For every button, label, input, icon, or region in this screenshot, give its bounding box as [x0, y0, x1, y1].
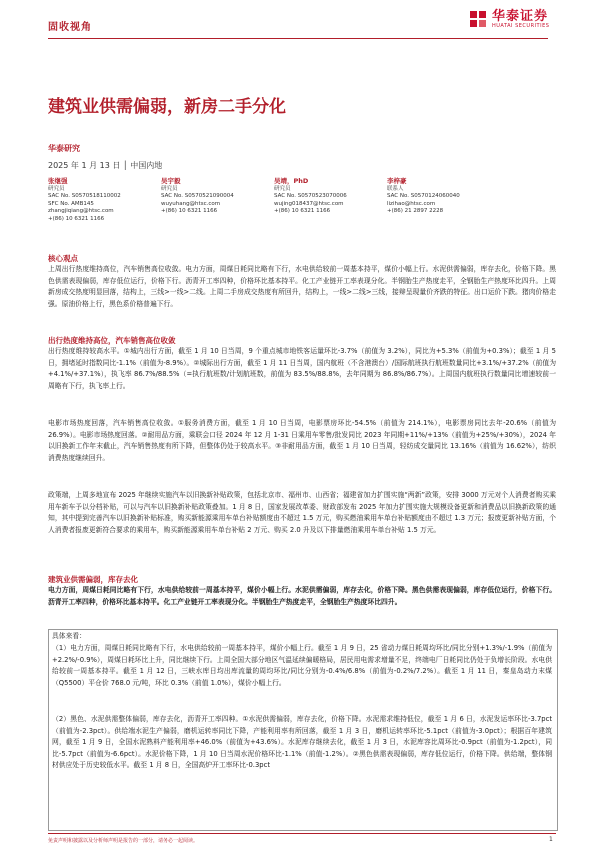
author-sfc: SFC No. AMB145: [48, 200, 94, 207]
policy-paragraph: 政策端，上周多地宣布 2025 年继续实施汽车以旧换新补贴政策，包括北京市、福州市、山西省；福建省加力扩围实施“两新”政策，安排 3000 万元对个人消费者购买乘用车新车予以分档补贴，可以与汽车以旧换新补贴政策叠加。1 月 8 日，国家发展改革委、财政部发布 2025 年加力扩围实施大规模设备更新和消费品以旧换新政策的通知，其中提到完善汽车以旧换新补贴标准，购买新能源乘用车单台补贴额度由不超过 1.5 万元，购买燃油乘用车单台补贴额度由不超过 1.3 万元；报废更新补贴方面，个人消费者报废更新符合要求的乘用车，购买新能源乘用车单台补贴 2 万元、购买 2.0 升及以下排量燃油乘用车单台补贴 1.5 万元。: [48, 491, 556, 534]
author-phone: +(86) 10 6321 1166: [48, 215, 105, 222]
footer-disclaimer: 免责声明和披露以及分析师声明是报告的一部分，请务必一起阅读。: [48, 838, 199, 844]
author-role: 研究员: [274, 185, 291, 192]
huatai-logo: [470, 10, 549, 29]
author-card: [387, 178, 500, 223]
author-email[interactable]: wujing018437@htsc.com: [274, 200, 344, 207]
author-name: 张继强: [48, 177, 68, 185]
research-source: 华泰研究: [48, 144, 80, 153]
travel-paragraph: 出行热度维持较高水平。①城内出行方面，截至 1 月 10 日当周，9 个重点城市地铁客运量环比-3.7%（前值为 3.2%），同比为+5.3%（前值为+0.3%）；截至 1 月 5 日，拥堵延时指数同比-1.1%（前值为-8.9%）。②城际出行方面，截至 1 月 11 日当周，国内航班（不含港澳台）/国际航班执行航班数量同比+3.1%/+37.2%（前值为+4.1%/+37.1%），执飞率 86.7%/88.5%（=执行航班数/计划航班数，前值为 83.5%/88.8%，去年同期为 86.8%/86.7%）。上周国内航班执行数量同比增速较前一周略有下行，执飞率上行。: [48, 347, 556, 390]
author-email[interactable]: wuyuhang@htsc.com: [161, 200, 221, 207]
author-card: [274, 178, 387, 223]
author-email[interactable]: zhangjiqiang@htsc.com: [48, 208, 114, 214]
author-email[interactable]: lizihao@htsc.com: [387, 200, 436, 207]
author-sac: SAC No. S0570523070006: [274, 193, 347, 199]
consumption-paragraph: 电影市场热度回落，汽车销售高位收敛。①服务消费方面，截至 1 月 10 日当周，电影票房环比-54.5%（前值为 214.1%），电影票房同比去年-20.6%（前值为 26.9%）。电影市场热度回落。②耐用品方面，乘联会口径 2024 年 12 月 1-31 日乘用车零售/批发同比 2023 年同期+11%/+13%（前值为+25%/+30%），2024 年以旧换新工作年末截止，汽车销售热度有所下降，但整体仍处于较高水平。③非耐用品方面，截至 1 月 10 日当周，轻纺成交量同比 13.16%（前值为 16.62%），纺织消费热度继续回升。: [48, 419, 556, 462]
author-role: 研究员: [48, 185, 65, 192]
author-list: [48, 178, 568, 223]
author-card: [161, 178, 274, 223]
header-divider: [48, 38, 548, 39]
logo-main-text: 华泰证券: [492, 9, 549, 24]
author-phone: +(86) 21 2897 2228: [387, 208, 444, 214]
detail-intro: 具体来看：: [52, 632, 86, 640]
section-heading-travel: 出行热度维持高位，汽车销售高位收敛: [48, 336, 176, 345]
author-name: 吴靖，PhD: [274, 177, 309, 185]
page-number: 1: [549, 836, 553, 843]
author-sac: SAC No. S0570518110002: [48, 193, 121, 199]
report-category-label: 固收视角: [48, 22, 92, 33]
section-heading-core: 核心观点: [48, 254, 78, 263]
author-role: 研究员: [161, 185, 178, 192]
footer-divider: [48, 833, 556, 834]
report-date: 2025 年 1 月 13 日 │ 中国内地: [48, 161, 163, 170]
author-name: 李梓豪: [387, 177, 407, 185]
author-sac: SAC No. S0570124060040: [387, 193, 460, 199]
electricity-detail: （1）电力方面，周煤日耗同比略有下行，水电供给较前一周基本持平，煤价小幅上行。截至 1 月 9 日，25 省动力煤日耗周均环比/同比分别+1.3%/-1.9%（前值为+2.2%/-0.9%），周煤日耗环比上升，同比继续下行。上周全国大部分地区气温延续偏暖格局，居民用电需求增量不足，终端电厂日耗同比仍处于负增长阶段。水电供给较前一周基本持平。截至 1 月 12 日，三峡水库日均出库流量的周均环比/同比分别为-0.4%/6.8%（前值为-0.2%/7.2%）。截至 1 月 11 日，秦皇岛动力末煤（Q5500）平仓价 768.0 元/吨，环比 0.3%（前值 1.0%），煤价小幅上行。: [52, 644, 552, 687]
section-heading-construction: 建筑业供需偏弱，库存去化: [48, 575, 138, 584]
author-phone: +(86) 10 6321 1166: [161, 208, 218, 214]
author-card: [48, 178, 161, 223]
author-sac: SAC No. S0570521090004: [161, 193, 234, 199]
author-phone: +(86) 10 6321 1166: [274, 208, 331, 214]
author-role: 联系人: [387, 185, 404, 192]
report-title: 建筑业供需偏弱，新房二手分化: [48, 97, 286, 117]
author-name: 吴宇毅: [161, 177, 181, 185]
logo-sub-text: HUATAI SECURITIES: [492, 23, 550, 29]
construction-summary: 电力方面，周煤日耗同比略有下行，水电供给较前一周基本持平，煤价小幅上行。水泥供需偏弱，库存去化，价格下降。黑色供需表现偏弱，库存低位运行，价格下行。沥青开工率四种，价格环比基本持平。化工产业链开工率表现分化。半钢胎生产热度走平，全钢胎生产热度环比四升。: [48, 586, 556, 606]
core-view-paragraph: 上周出行热度维持高位，汽车销售高位收敛。电力方面，周煤日耗同比略有下行，水电供给较前一周基本持平，煤价小幅上行。水泥供需偏弱，库存去化，价格下降。黑色供需表现偏弱，库存低位运行，价格下行。沥青开工率四种，价格环比基本持平。化工产业链开工率表现分化。半钢胎生产热度走平，全钢胎生产热度环比四升。上周新房成交热度明显回落，结构上，三线>一线>二线。上周二手房成交热度有所回升，结构上，一线>二线>三线，接辩呈现量价齐跌的特征。出口运价下跌。猪肉价格走强。原油价格上行，黑色系价格普遍下行。: [48, 265, 556, 308]
logo-icon: [470, 11, 488, 29]
cement-steel-detail: （2）黑色、水泥供需整体偏弱，库存去化，沥青开工率四种。①水泥供需偏弱，库存去化，价格下降。水泥需求维持低位，截至 1 月 6 日，水泥发运率环比-3.7pct（前值为-2.3pct）。供给端水泥生产偏弱，磨机运转率同比下降，产能利用率有所回落，截至 1 月 3 日，磨机运转率环比-5.1pct（前值为-3.0pct）；根据百年建筑网，截至 1 月 9 日，全国水泥熟料产能利用率+46.0%（前值为+43.6%）。水泥库存继续去化，截至 1 月 3 日，水泥库容比周环比-0.9pct（前值为-1.2pct），同比-5.7pct（前值为-6.6pct）。水泥价格下降，1 月 10 日当周水泥价格环比-1.1%（前值-1.2%）。②黑色供需表现偏弱，库存低位运行，价格下降。供给端，整体钢材供应处于历史较低水平。截至 1 月 8 日，全国高炉开工率环比-0.3pct: [52, 715, 552, 769]
